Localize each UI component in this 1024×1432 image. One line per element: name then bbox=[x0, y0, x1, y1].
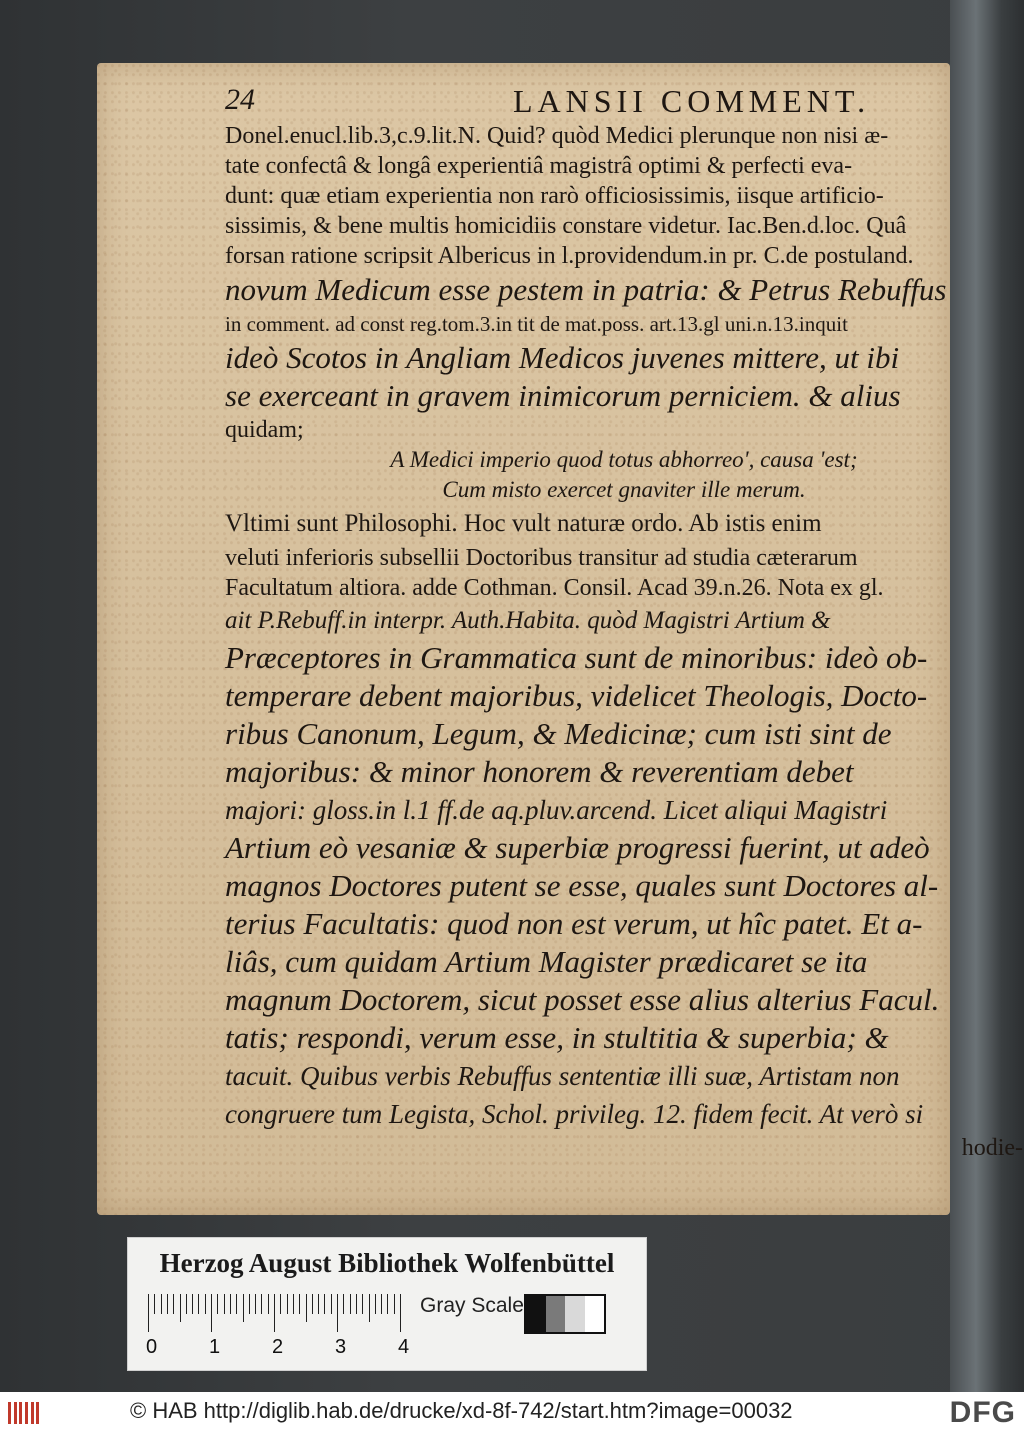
ruler-tick bbox=[387, 1294, 388, 1314]
ruler-tick bbox=[154, 1294, 155, 1314]
ruler-tick bbox=[318, 1294, 319, 1314]
text-line: magnum Doctorem, sicut posset esse alius alterius Facul. bbox=[225, 982, 940, 1017]
text-line: temperare debent majoribus, videlicet Theologis, Docto- bbox=[225, 678, 928, 713]
text-line: ribus Canonum, Legum, & Medicinæ; cum isti sint de bbox=[225, 716, 892, 751]
ruler-tick bbox=[167, 1294, 168, 1314]
gray-scale-swatches bbox=[524, 1294, 606, 1334]
ruler-tick bbox=[369, 1294, 370, 1322]
ruler-number: 1 bbox=[209, 1336, 221, 1358]
catchword: hodie- bbox=[961, 1135, 1023, 1161]
text-line: Donel.enucl.lib.3,c.9.lit.N. Quid? quòd Medici plerunque non nisi æ- bbox=[225, 123, 889, 149]
text-line: veluti inferioris subsellii Doctoribus transitur ad studia cæterarum bbox=[225, 545, 858, 571]
color-ruler bbox=[127, 1237, 647, 1371]
text-line: quidam; bbox=[225, 417, 304, 443]
ruler-tick bbox=[249, 1294, 250, 1314]
ruler-tick bbox=[381, 1294, 382, 1314]
ruler-tick bbox=[261, 1294, 262, 1314]
text-line: terius Facultatis: quod non est verum, ut hîc patet. Et a- bbox=[225, 906, 923, 941]
ruler-tick bbox=[274, 1294, 275, 1332]
ruler-number: 3 bbox=[335, 1336, 347, 1358]
ruler-tick bbox=[230, 1294, 231, 1314]
ruler-tick bbox=[375, 1294, 376, 1314]
text-line: congruere tum Legista, Schol. privileg. 12. fidem fecit. At verò si bbox=[225, 1099, 924, 1129]
book-page bbox=[97, 63, 1023, 1215]
ruler-tick bbox=[217, 1294, 218, 1314]
barcode-icon bbox=[6, 1398, 40, 1426]
ruler-tick bbox=[255, 1294, 256, 1314]
ruler-tick bbox=[287, 1294, 288, 1314]
gray-swatch bbox=[546, 1296, 566, 1332]
ruler-tick bbox=[306, 1294, 307, 1322]
text-line: tacuit. Quibus verbis Rebuffus sententiæ illi suæ, Artistam non bbox=[225, 1061, 900, 1091]
ruler-tick bbox=[173, 1294, 174, 1314]
copyright-url[interactable]: © HAB http://diglib.hab.de/drucke/xd-8f-742/start.htm?image=00032 bbox=[130, 1398, 793, 1423]
ruler-tick bbox=[324, 1294, 325, 1314]
ruler-tick bbox=[280, 1294, 281, 1314]
ruler-tick bbox=[161, 1294, 162, 1314]
dfg-logo: DFG bbox=[949, 1396, 1016, 1429]
text-line: sissimis, & bene multis homicidiis constare videtur. Iac.Ben.d.loc. Quâ bbox=[225, 213, 907, 239]
text-line: majoribus: & minor honorem & reverentiam debet bbox=[225, 754, 854, 789]
ruler-tick bbox=[148, 1294, 149, 1332]
page-number: 24 bbox=[225, 83, 255, 116]
text-line: se exerceant in gravem inimicorum perniciem. & alius bbox=[225, 378, 901, 413]
viewer-footer bbox=[0, 1392, 1024, 1432]
text-line: Vltimi sunt Philosophi. Hoc vult naturæ ordo. Ab istis enim bbox=[225, 510, 822, 537]
text-line: dunt: quæ etiam experientia non rarò officiosissimis, iisque artificio- bbox=[225, 183, 884, 209]
ruler-tick bbox=[356, 1294, 357, 1314]
verse-line: A Medici imperio quod totus abhorreo', causa 'est; bbox=[390, 447, 858, 472]
gray-swatch bbox=[585, 1296, 605, 1332]
text-line: magnos Doctores putent se esse, quales sunt Doctores al- bbox=[225, 868, 939, 903]
ruler-tick bbox=[331, 1294, 332, 1314]
ruler-tick bbox=[350, 1294, 351, 1314]
text-line: in comment. ad const reg.tom.3.in tit de mat.poss. art.13.gl uni.n.13.inquit bbox=[225, 312, 848, 336]
ruler-tick bbox=[205, 1294, 206, 1314]
text-line: tatis; respondi, verum esse, in stultitia & superbia; & bbox=[225, 1020, 889, 1055]
ruler-tick bbox=[337, 1294, 338, 1332]
text-line: Præceptores in Grammatica sunt de minoribus: ideò ob- bbox=[225, 640, 928, 675]
gray-swatch bbox=[526, 1296, 546, 1332]
text-line: ait P.Rebuff.in interpr. Auth.Habita. quòd Magistri Artium & bbox=[225, 607, 831, 634]
text-line: Facultatum altiora. adde Cothman. Consil. Acad 39.n.26. Nota ex gl. bbox=[225, 575, 884, 601]
ruler-tick bbox=[224, 1294, 225, 1314]
ruler-tick bbox=[180, 1294, 181, 1322]
library-name: Herzog August Bibliothek Wolfenbüttel bbox=[159, 1248, 615, 1278]
ruler-tick bbox=[400, 1294, 401, 1332]
gray-scale-label: Gray Scale bbox=[420, 1294, 524, 1317]
text-line: ideò Scotos in Angliam Medicos juvenes mittere, ut ibi bbox=[225, 340, 900, 375]
verse-line: Cum misto exercet gnaviter ille merum. bbox=[442, 477, 806, 502]
gray-swatch bbox=[565, 1296, 585, 1332]
ruler-number: 0 bbox=[146, 1336, 158, 1358]
ruler-tick bbox=[299, 1294, 300, 1314]
ruler-ticks bbox=[148, 1294, 408, 1334]
ruler-tick bbox=[192, 1294, 193, 1314]
ruler-tick bbox=[268, 1294, 269, 1314]
body-text bbox=[225, 121, 1023, 1163]
ruler-tick bbox=[236, 1294, 237, 1314]
ruler-tick bbox=[186, 1294, 187, 1314]
text-line: novum Medicum esse pestem in patria: & Petrus Rebuffus bbox=[225, 272, 947, 307]
running-title: LANSII COMMENT. bbox=[513, 83, 871, 119]
ruler-tick bbox=[198, 1294, 199, 1314]
text-line: tate confectâ & longâ experientiâ magistrâ optimi & perfecti eva- bbox=[225, 153, 853, 179]
ruler-tick bbox=[211, 1294, 212, 1332]
ruler-tick bbox=[362, 1294, 363, 1314]
ruler-tick bbox=[394, 1294, 395, 1314]
page-header bbox=[225, 83, 930, 123]
text-line: liâs, cum quidam Artium Magister prædicaret se ita bbox=[225, 944, 868, 979]
text-line: forsan ratione scripsit Albericus in l.providendum.in pr. C.de postuland. bbox=[225, 243, 914, 269]
ruler-number: 4 bbox=[398, 1336, 410, 1358]
ruler-tick bbox=[312, 1294, 313, 1314]
text-line: majori: gloss.in l.1 ff.de aq.pluv.arcend. Licet aliqui Magistri bbox=[225, 795, 888, 825]
ruler-tick bbox=[343, 1294, 344, 1314]
ruler-number: 2 bbox=[272, 1336, 284, 1358]
ruler-tick bbox=[243, 1294, 244, 1322]
ruler-tick bbox=[293, 1294, 294, 1314]
text-line: Artium eò vesaniæ & superbiæ progressi fuerint, ut adeò bbox=[225, 830, 930, 865]
